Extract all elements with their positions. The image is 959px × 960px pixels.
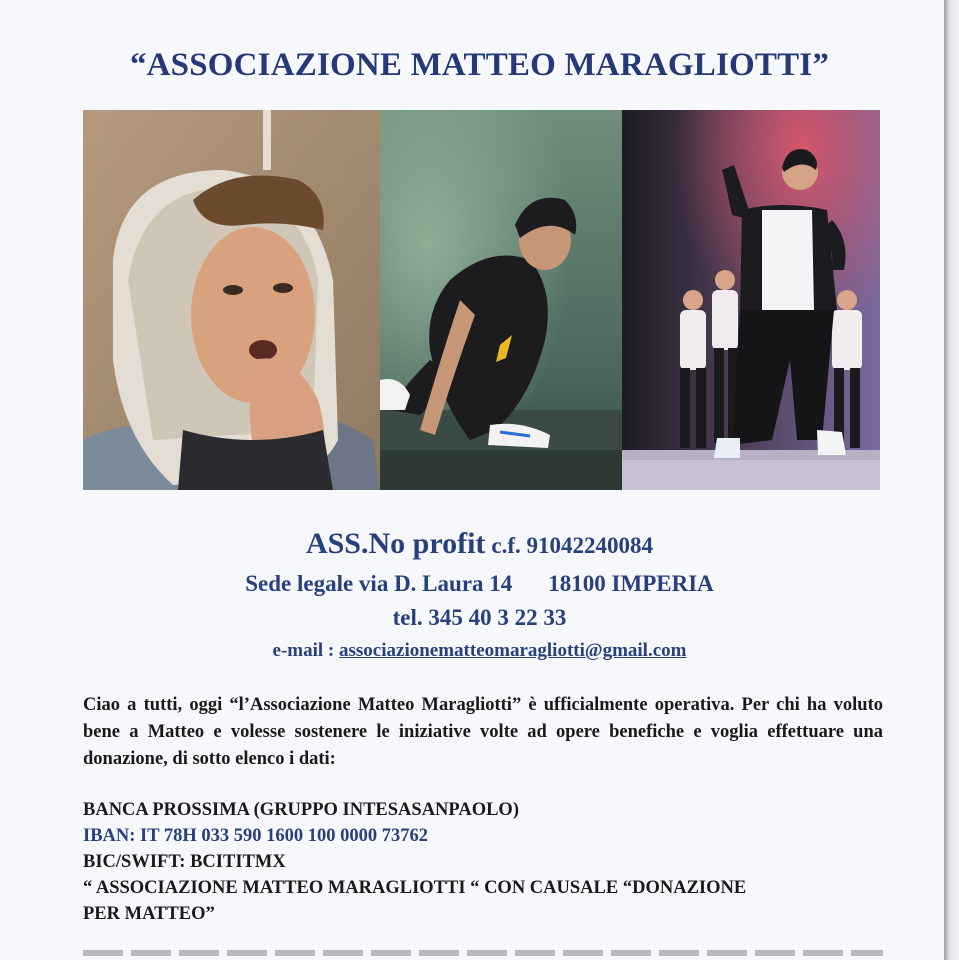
email-link[interactable]: associazionematteomaragliotti@gmail.com (339, 640, 687, 661)
paper-edge (944, 0, 959, 960)
phone-number: tel. 345 40 3 22 33 (392, 605, 567, 630)
city: 18100 IMPERIA (548, 571, 714, 596)
email-line (0, 640, 944, 662)
photo-strip (83, 110, 880, 490)
email-label: e-mail : (272, 640, 335, 661)
org-type-line (0, 527, 944, 561)
dance-group-photo (622, 110, 880, 490)
portrait-photo (83, 110, 380, 490)
address-line (0, 571, 944, 597)
address: Sede legale via D. Laura 14 (245, 571, 513, 596)
dancer-photo (380, 110, 622, 490)
flyer-title: “ASSOCIAZIONE MATTEO MARAGLIOTTI” (129, 47, 830, 83)
tax-code: c.f. 91042240084 (491, 533, 654, 558)
org-type: ASS.No profit (305, 527, 486, 560)
bank-details (83, 797, 883, 927)
cut-off-text-line (83, 950, 883, 960)
bic-swift: BIC/SWIFT: BCITITMX (83, 852, 286, 872)
intro-paragraph: Ciao a tutti, oggi “l’Associazione Matteo Maragliotti” è ufficialmente operativa. Per chi ha voluto bene a Matteo e volesse sostenere le iniziative volte ad opere benefiche e voglia effettuare una donazione, di sotto elenco i dati: (83, 695, 883, 769)
iban: IBAN: IT 78H 033 590 1600 100 0000 73762 (83, 826, 429, 846)
bank-name: BANCA PROSSIMA (GRUPPO INTESASANPAOLO) (83, 800, 519, 820)
causale-line-2: PER MATTEO” (83, 904, 215, 924)
causale-line-1: “ ASSOCIAZIONE MATTEO MARAGLIOTTI “ CON CAUSALE “DONAZIONE (83, 878, 747, 898)
